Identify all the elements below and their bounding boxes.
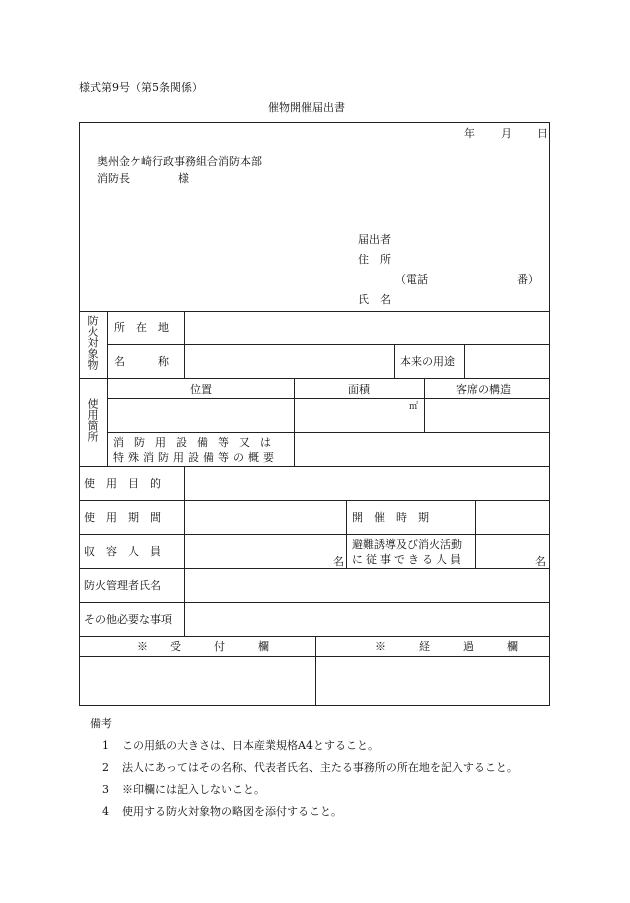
notes-heading: 備考 bbox=[90, 717, 112, 730]
note-text: ※印欄には記入しないこと。 bbox=[122, 783, 265, 796]
name-label: 氏 名 bbox=[358, 293, 391, 306]
note-item bbox=[90, 781, 518, 797]
other-matters-label: その他必要な事項 bbox=[84, 613, 172, 626]
address-label: 住 所 bbox=[358, 253, 391, 266]
note-text: 法人にあってはその名称、代表者氏名、主たる事務所の所在地を記入すること。 bbox=[122, 761, 518, 774]
fire-object-group-label: 防火対象物 bbox=[86, 315, 99, 370]
note-number: 2 bbox=[102, 761, 109, 774]
fire-manager-label: 防火管理者氏名 bbox=[84, 579, 161, 592]
date-day-label: 日 bbox=[537, 127, 548, 140]
note-text: この用紙の大きさは、日本産業規格A4とすること。 bbox=[122, 739, 379, 752]
applicant-label: 届出者 bbox=[358, 233, 391, 246]
phone-close-label: 番） bbox=[517, 273, 539, 286]
addressee-org: 奥州金ケ崎行政事務組合消防本部 bbox=[97, 155, 262, 168]
phone-open-label: （電話 bbox=[395, 273, 428, 286]
addressee-honorific: 様 bbox=[178, 172, 189, 185]
equipment-label-line2: 特殊消防用設備等の概要 bbox=[113, 451, 278, 464]
note-number: 4 bbox=[102, 805, 109, 818]
note-number: 1 bbox=[102, 739, 109, 752]
area-unit: ㎡ bbox=[409, 402, 419, 412]
seating-structure-header: 客席の構造 bbox=[456, 383, 511, 396]
location-label: 所 在 地 bbox=[114, 321, 169, 334]
capacity-unit: 名 bbox=[333, 555, 344, 568]
form-number: 様式第9号（第5条関係） bbox=[79, 81, 203, 94]
note-number: 3 bbox=[102, 783, 109, 796]
position-header: 位置 bbox=[190, 383, 212, 396]
evac-staff-label-line2: に従事できる人員 bbox=[352, 553, 464, 566]
area-header: 面積 bbox=[348, 383, 370, 396]
evac-staff-unit: 名 bbox=[535, 555, 546, 568]
usage-area-group-label: 使用箇所 bbox=[86, 398, 99, 442]
date-month-label: 月 bbox=[501, 127, 512, 140]
addressee-title: 消防長 bbox=[97, 172, 130, 185]
progress-header: ※ 経 過 欄 bbox=[375, 640, 518, 653]
reception-header: ※ 受 付 欄 bbox=[137, 640, 269, 653]
equipment-label-line1: 消防用設備等又は bbox=[113, 436, 281, 449]
purpose-label: 使 用 目 的 bbox=[84, 477, 161, 490]
evac-staff-label-line1: 避難誘導及び消火活動 bbox=[352, 538, 462, 551]
date-year-label: 年 bbox=[464, 127, 475, 140]
note-item bbox=[90, 803, 518, 819]
event-time-label: 開 催 時 期 bbox=[352, 511, 429, 524]
page-title: 催物開催届出書 bbox=[268, 101, 345, 114]
object-name-label: 名 称 bbox=[114, 355, 169, 368]
period-label: 使 用 期 間 bbox=[84, 511, 161, 524]
notes-section bbox=[90, 715, 518, 819]
capacity-label: 収 容 人 員 bbox=[84, 545, 161, 558]
note-item bbox=[90, 759, 518, 775]
note-item bbox=[90, 737, 518, 753]
original-use-label: 本来の用途 bbox=[400, 355, 455, 368]
note-text: 使用する防火対象物の略図を添付すること。 bbox=[122, 805, 342, 818]
